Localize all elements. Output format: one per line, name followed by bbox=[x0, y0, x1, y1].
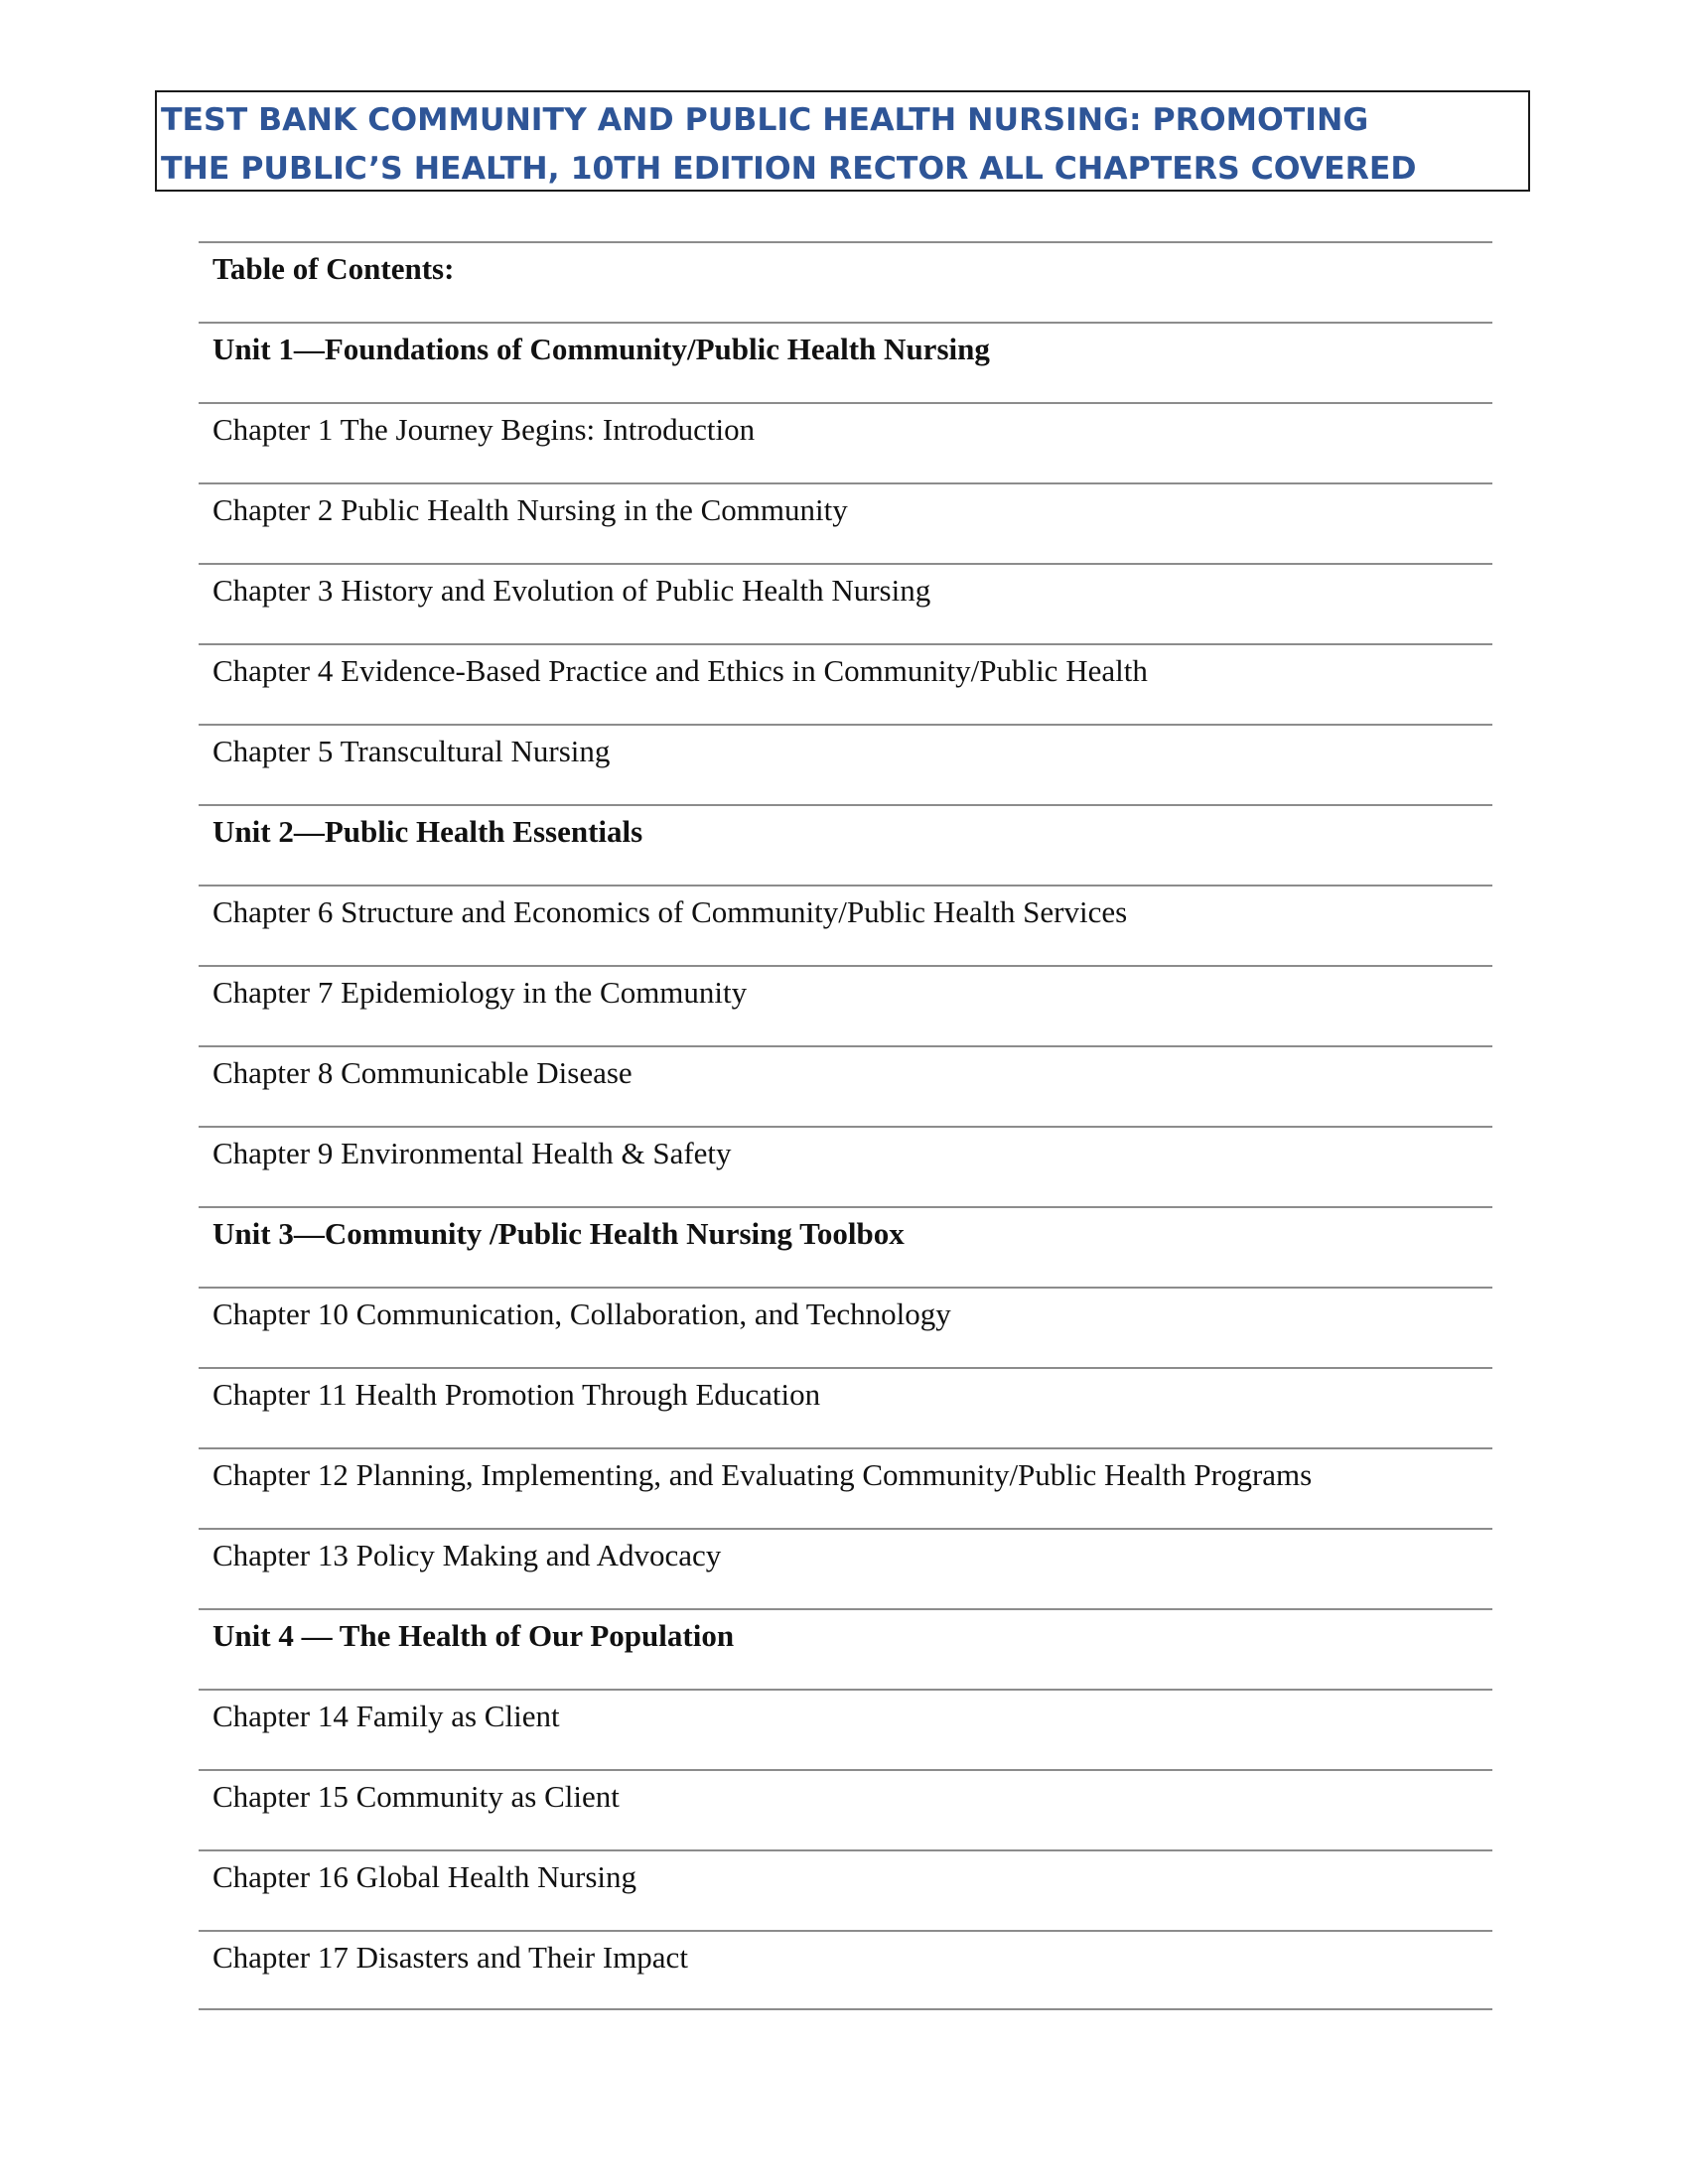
table-of-contents bbox=[199, 241, 1492, 2010]
toc-chapter-row: Chapter 7 Epidemiology in the Community bbox=[199, 965, 1492, 1045]
document-title-line-2: THE PUBLIC’S HEALTH, 10TH EDITION RECTOR ALL CHAPTERS COVERED bbox=[161, 151, 1417, 187]
toc-chapter-row: Chapter 11 Health Promotion Through Education bbox=[199, 1367, 1492, 1447]
toc-unit-heading: Unit 3—Community /Public Health Nursing Toolbox bbox=[199, 1206, 1492, 1287]
toc-chapter-row: Chapter 13 Policy Making and Advocacy bbox=[199, 1528, 1492, 1608]
toc-chapter-row: Chapter 17 Disasters and Their Impact bbox=[199, 1930, 1492, 2010]
toc-chapter-row: Chapter 5 Transcultural Nursing bbox=[199, 724, 1492, 804]
toc-chapter-row: Chapter 10 Communication, Collaboration, and Technology bbox=[199, 1287, 1492, 1367]
toc-chapter-row: Chapter 1 The Journey Begins: Introduction bbox=[199, 402, 1492, 482]
toc-unit-heading: Unit 1—Foundations of Community/Public Health Nursing bbox=[199, 322, 1492, 402]
toc-chapter-row: Chapter 8 Communicable Disease bbox=[199, 1045, 1492, 1126]
toc-chapter-row: Chapter 4 Evidence-Based Practice and Ethics in Community/Public Health bbox=[199, 643, 1492, 724]
toc-chapter-row: Chapter 6 Structure and Economics of Community/Public Health Services bbox=[199, 885, 1492, 965]
toc-heading: Table of Contents: bbox=[199, 241, 1492, 322]
document-title-box bbox=[155, 90, 1530, 192]
toc-chapter-row: Chapter 9 Environmental Health & Safety bbox=[199, 1126, 1492, 1206]
document-title-line-1: TEST BANK COMMUNITY AND PUBLIC HEALTH NURSING: PROMOTING bbox=[161, 102, 1369, 138]
toc-chapter-row: Chapter 14 Family as Client bbox=[199, 1689, 1492, 1769]
toc-chapter-row: Chapter 15 Community as Client bbox=[199, 1769, 1492, 1849]
toc-unit-heading: Unit 2—Public Health Essentials bbox=[199, 804, 1492, 885]
toc-chapter-row: Chapter 3 History and Evolution of Public Health Nursing bbox=[199, 563, 1492, 643]
toc-chapter-row: Chapter 12 Planning, Implementing, and Evaluating Community/Public Health Programs bbox=[199, 1447, 1492, 1528]
toc-chapter-row: Chapter 2 Public Health Nursing in the Community bbox=[199, 482, 1492, 563]
toc-unit-heading: Unit 4 — The Health of Our Population bbox=[199, 1608, 1492, 1689]
toc-chapter-row: Chapter 16 Global Health Nursing bbox=[199, 1849, 1492, 1930]
